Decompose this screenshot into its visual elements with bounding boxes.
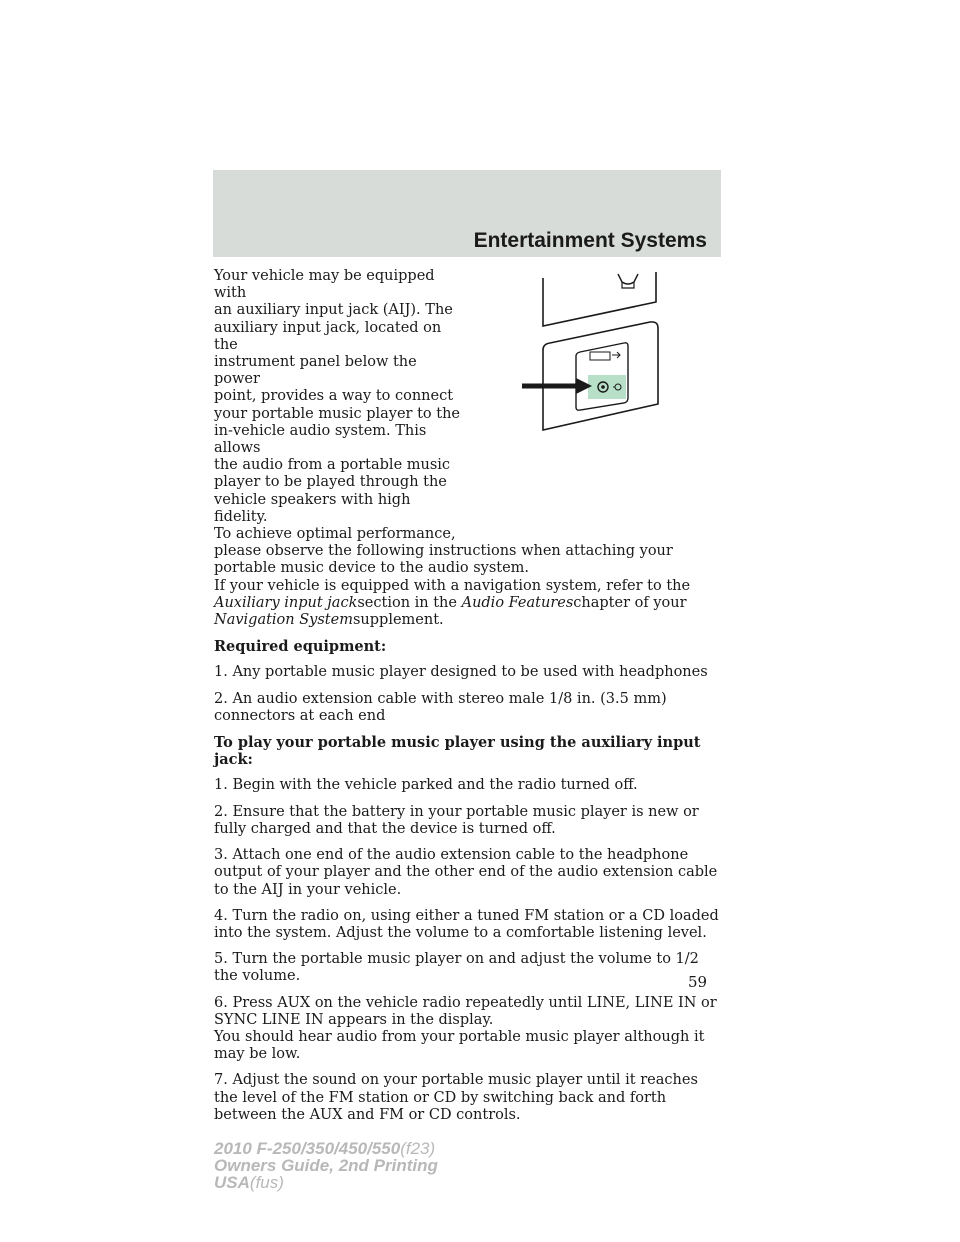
step-item: 2. Ensure that the battery in your portable music player is new or fully charged and that the device is turned off.: [214, 803, 699, 837]
intro-paragraph: Your vehicle may be equipped with an auxiliary input jack (AIJ). The auxiliary input jack, located on the instrument panel below the power point, provides a way to connect your portable music player to the in-vehicle audio system. This allows the audio from a portable music player to be played through the vehicle speakers with high fidelity. To achieve optimal performance,: [214, 268, 461, 543]
page-number: 59: [688, 973, 708, 991]
step-item: 3. Attach one end of the audio extension cable to the headphone output of your player and the other end of the audio extension cable to the AIJ in your vehicle.: [214, 847, 718, 898]
section-header: [213, 170, 721, 257]
intro-continuation: please observe the following instructions when attaching your portable music device to the audio system.: [214, 543, 673, 577]
required-heading: Required equipment:: [214, 638, 387, 656]
steps-heading: To play your portable music player using the auxiliary input jack:: [214, 734, 701, 769]
section-title: Entertainment Systems: [473, 229, 707, 252]
step-item: 7. Adjust the sound on your portable music player until it reaches the level of the FM station or CD by switching back and forth between the AUX and FM or CD controls.: [214, 1072, 698, 1123]
required-item: 1. Any portable music player designed to be used with headphones: [214, 664, 708, 681]
body-text: [214, 268, 724, 1133]
step-item: 6. Press AUX on the vehicle radio repeatedly until LINE, LINE IN or SYNC LINE IN appears in the display.: [214, 994, 717, 1028]
ref-navigation-system: Navigation System: [214, 612, 353, 629]
step-item: 4. Turn the radio on, using either a tuned FM station or a CD loaded into the system. Adjust the volume to a comfortable listening level.: [214, 907, 719, 941]
ref-audio-features: Audio Features: [461, 594, 574, 611]
navigation-note: If your vehicle is equipped with a navigation system, refer to the Auxiliary input jacksection in the Audio Featureschapter of your Navigation Systemsupplement.: [214, 577, 691, 629]
required-item: 2. An audio extension cable with stereo male 1/8 in. (3.5 mm) connectors at each end: [214, 690, 667, 724]
step-item: 1. Begin with the vehicle parked and the radio turned off.: [214, 777, 638, 794]
step-item: 5. Turn the portable music player on and adjust the volume to 1/2 the volume.: [214, 951, 699, 985]
footer: 2010 F-250/350/450/550(f23) Owners Guide, 2nd Printing USA(fus): [214, 1139, 438, 1192]
step-note: You should hear audio from your portable music player although it may be low.: [214, 1028, 705, 1063]
ref-auxiliary-input-jack: Auxiliary input jack: [214, 594, 358, 611]
